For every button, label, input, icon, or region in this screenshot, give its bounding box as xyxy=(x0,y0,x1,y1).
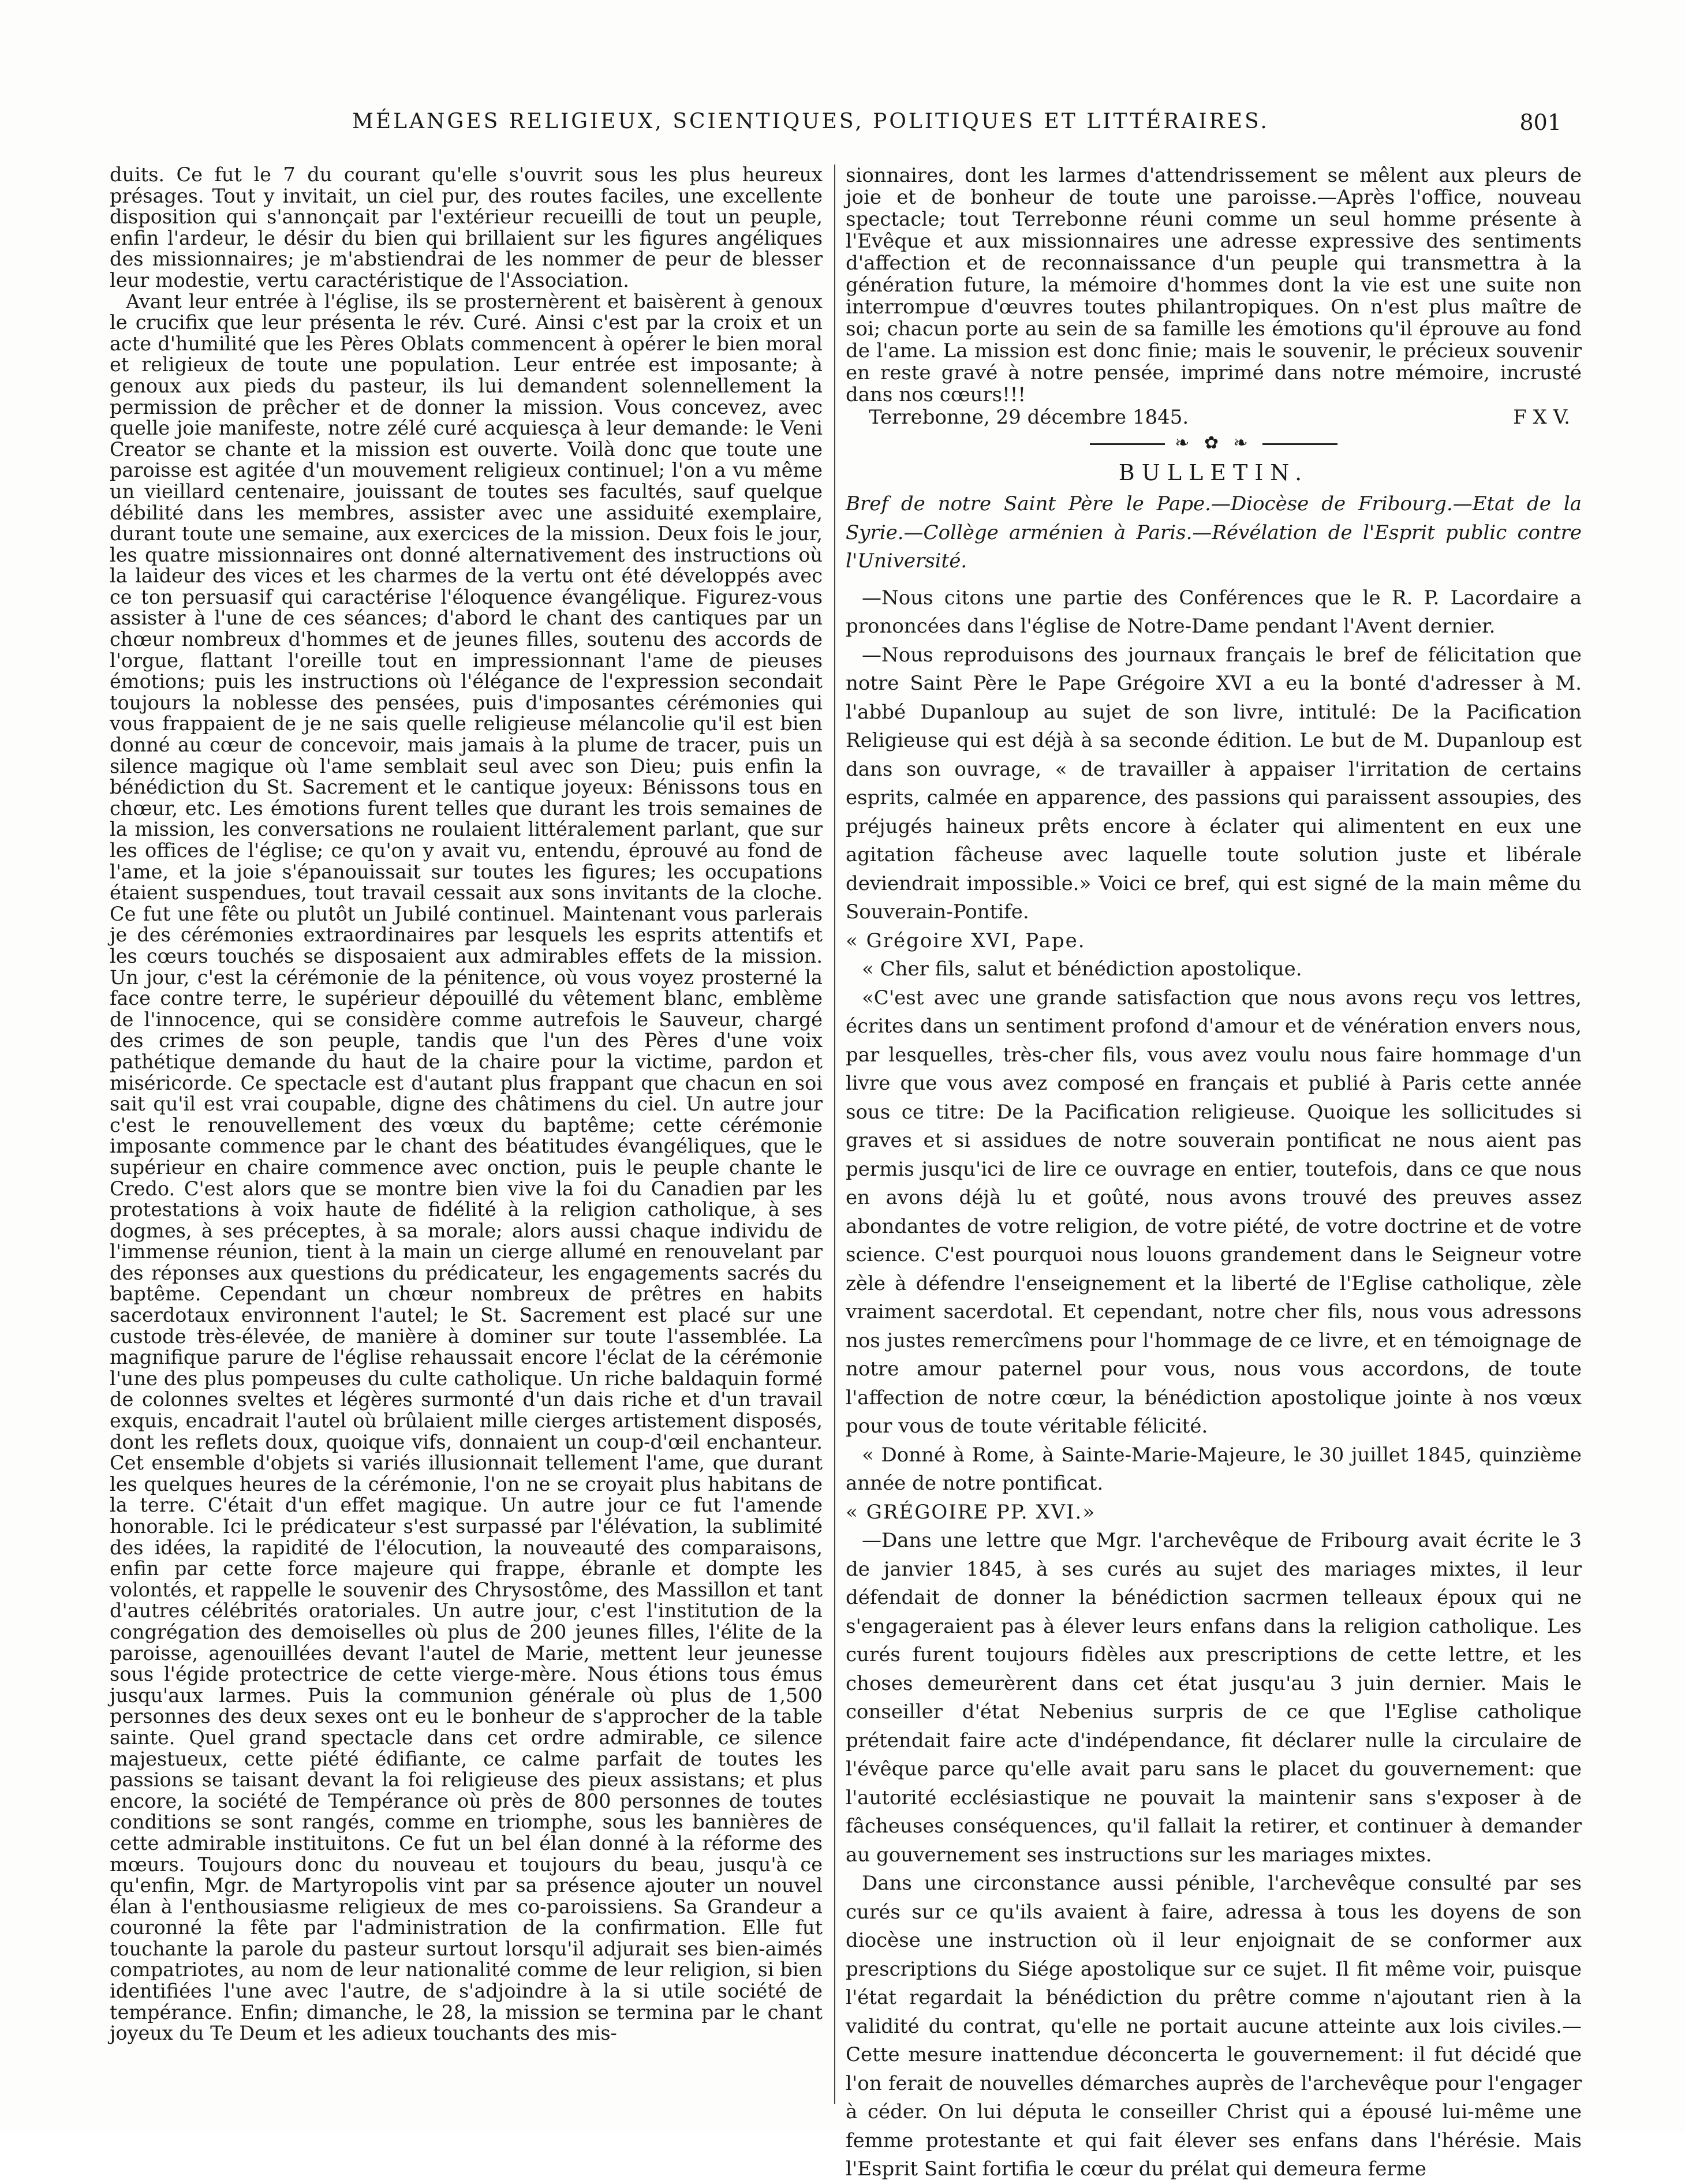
ornament-rule-left xyxy=(1090,443,1165,445)
lacordaire-paragraph: —Nous citons une partie des Conférences que le R. P. Lacordaire a prononcées dans l'église de Notre-Dame pendant l'Avent dernier. xyxy=(846,586,1582,638)
brief-signature: « GRÉGOIRE PP. XVI.» xyxy=(846,1500,1096,1524)
ornament-divider xyxy=(846,432,1582,454)
left-paragraph-2: Avant leur entrée à l'église, ils se prosternèrent et baisèrent à genoux le crucifix que leur présenta le rév. Curé. Ainsi c'est par la croix et un acte d'humilité que les Pères Oblats commencent à opérer le bien moral et religieux de toute une population. Leur entrée est imposante; à genoux aux pieds du pasteur, ils lui demandent solennellement la permission de prêcher et de donner la mission. Vous concevez, avec quelle joie manifeste, notre zélé curé acquiesça à leur demande: le Veni Creator se chante et la mission est ouverte. Voilà donc que toute une paroisse est agitée d'un mouvement religieux continuel; l'on a vu même un vieillard centenaire, jouissant de toutes ses facultés, sauf quelque débilité dans les membres, assister avec une assiduité exemplaire, durant toute une semaine, aux exercices de la mission. Deux fois le jour, les quatre missionnaires ont donné alternativement des instructions où la laideur des vices et les charmes de la vertu ont été développés avec ce ton persuasif qui caractérise l'éloquence évangélique. Figurez-vous assister à l'une de ces séances; d'abord le chant des cantiques par un chœur nombreux d'hommes et de jeunes filles, soutenu des accords de l'orgue, flattant l'oreille tout en impressionnant l'ame de pieuses émotions; puis les instructions où l'élégance de l'expression secondait toujours la noblesse des pensées, puis d'imposantes cérémonies qui vous frappaient de je ne sais quelle religieuse mélancolie qu'il est bien donné au cœur de concevoir, mais jamais à la plume de tracer, puis un silence magique où l'ame semblait seul avec son Dieu; puis enfin la bénédiction du St. Sacrement et le cantique joyeux: Bénissons tous en chœur, etc. Les émotions furent telles que durant les trois semaines de la mission, les conversations ne roulaient littéralement parlant, que sur les offices de l'église; ce qu'on y avait vu, entendu, éprouvé au fond de l'ame, et la joie s'épanouissait sur toutes les figures; les occupations étaient suspendues, tout travail cessait aux sons invitants de la cloche. Ce fut une fête ou plutôt un Jubilé continuel. Maintenant vous parlerais je des cérémonies extraordinaires par lesquels les esprits attentifs et les cœurs touchés se disposaient aux admirables effets de la mission. Un jour, c'est la cérémonie de la pénitence, où vous voyez prosterné la face contre terre, le supérieur dépouillé du vêtement blanc, emblème de l'innocence, qui se considère comme autrefois le Sauveur, chargé des crimes de son peuple, tandis que l'un des Pères d'une voix pathétique demande du haut de la chaire pour la victime, pardon et miséricorde. Ce spectacle est d'autant plus frappant que chacun en soi sait qu'il est vrai coupable, digne des châtimens du ciel. Un autre jour c'est le renouvellement des vœux du baptême; cette cérémonie imposante commence par le chant des béatitudes évangéliques, que le supérieur en chaire commence avec onction, puis le peuple chante le Credo. C'est alors que se montre bien vive la foi du Canadien par les protestations à voix haute de fidélité à la religion catholique, à ses dogmes, à ses préceptes, à sa morale; alors aussi chaque individu de l'immense réunion, tient à la main un cierge allumé en renouvelant par des réponses aux questions du prédicateur, les engagements sacrés du baptême. Cependant un chœur nombreux de prêtres en habits sacerdotaux environnent l'autel; le St. Sacrement est placé sur une custode très-élevée, de manière à dominer sur toute l'assemblée. La magnifique parure de l'église rehaussait encore l'éclat de la cérémonie l'une des plus pompeuses du culte catholique. Un riche baldaquin formé de colonnes sveltes et légères surmonté d'un dais riche et d'un travail exquis, encadrait l'autel où brûlaient mille cierges artistement disposés, dont les reflets doux, quoique vifs, donnaient un coup-d'œil enchanteur. Cet ensemble d'objets si variés illusionnait tellement l'ame, que durant les quelques heures de la cérémonie, l'on ne se croyait plus habitans de la terre. C'était d'un effet magique. Un autre jour ce fut l'amende honorable. Ici le prédicateur s'est surpassé par l'élévation, la sublimité des idées, la rapidité de l'élocution, la nouveauté des comparaisons, enfin par cette force majeure qui frappe, ébranle et dompte les volontés, et rappelle le souvenir des Chrysostôme, des Massillon et tant d'autres célébrités oratoriales. Un autre jour, c'est l'institution de la congrégation des demoiselles où plus de 200 jeunes filles, l'élite de la paroisse, agenouillées devant l'autel de Marie, mettent leur jeunesse sous l'égide protectrice de cette vierge-mère. Nous étions tous émus jusqu'aux larmes. Puis la communion générale où plus de 1,500 personnes des deux sexes ont eu le bonheur de s'approcher de la table sainte. Quel grand spectacle dans cet ordre admirable, ce silence majestueux, cette piété édifiante, ce calme parfait de toutes les passions se taisant devant la foi religieuse des pieux assistans; et plus encore, la société de Tempérance où près de 800 personnes de toutes conditions se sont rangés, comme en triomphe, sous les bannières de cette admirable instituitons. Ce fut un bel élan donné à la réforme des mœurs. Toujours donc du nouveau et toujours du beau, jusqu'à ce qu'enfin, Mgr. de Martyropolis vint par sa présence ajouter un nouvel élan à l'enthousiasme religieux de mes co-paroissiens. Sa Grandeur a couronné la fête par l'administration de la confirmation. Elle fut touchante la parole du pasteur surtout lorsqu'il adjurait ses bien-aimés compatriotes, au nom de leur nationalité comme de leur religion, si bien identifiées l'une avec l'autre, de s'adjoindre à la si utile société de tempérance. Enfin; dimanche, le 28, la mission se termina par le chant joyeux du Te Deum et les adieux touchants des mis- xyxy=(110,290,823,2045)
bulletin-summary: Bref de notre Saint Père le Pape.—Diocèse de Fribourg.—Etat de la Syrie.—Collège arménien à Paris.—Révélation de l'Esprit public contre l'Université. xyxy=(846,492,1582,573)
author-initials: F X V. xyxy=(1513,406,1570,429)
brief-salutation: « Cher fils, salut et bénédiction apostolique. xyxy=(862,958,1302,981)
page-number: 801 xyxy=(1519,110,1561,135)
brief-body: «C'est avec une grande satisfaction que nous avons reçu vos lettres, écrites dans un sentiment profond d'amour et de vénération envers nous, par lesquelles, très-cher fils, vous avez voulu nous faire hommage d'un livre que vous avez composé en français et publié à Paris cette année sous ce titre: De la Pacification religieuse. Quoique les sollicitudes si graves et si assidues de notre souverain pontificat ne nous aient pas permis jusqu'ici de lire ce ouvrage en entier, toutefois, dans ce que nous en avons déjà lu et goûté, nous avons trouvé des preuves assez abondantes de votre religion, de votre piété, de votre doctrine et de votre science. C'est pourquoi nous louons grandement dans le Seigneur votre zèle à défendre l'enseignement et la liberté de l'Eglise catholique, zèle vraiment sacerdotal. Et cependant, notre cher fils, nous vous adressons nos justes remercîmens pour l'hommage de ce livre, et en témoignage de notre amour paternel pour vous, nous vous accordons, de toute l'affection de notre cœur, la bénédiction apostolique jointe à nos vœux pour vous de toute véritable félicité. xyxy=(846,986,1582,1438)
right-column xyxy=(846,164,1582,2181)
signature-line xyxy=(846,406,1582,429)
brief-heading: « Grégoire XVI, Pape. xyxy=(846,929,1086,952)
ornament-rule-right xyxy=(1262,443,1337,445)
dupanloup-paragraph: —Nous reproduisons des journaux français le bref de félicitation que notre Saint Père le Pape Grégoire XVI a eu la bonté d'adresser à M. l'abbé Dupanloup au sujet de son livre, intitulé: De la Pacification Religieuse qui est déjà à sa seconde édition. Le but de M. Dupanloup est dans son ouvrage, « de travailler à appaiser l'irritation de certains esprits, calmée en apparence, des passions qui paraissent assoupies, des préjugés haineux prêts encore à éclater qui alimentent en eux une agitation fâcheuse avec laquelle toute solution juste et libérale deviendrait impossible.» Voici ce bref, qui est signé de la main même du Souverain-Pontife. xyxy=(846,643,1582,923)
running-title: MÉLANGES RELIGIEUX, SCIENTIQUES, POLITIQUES ET LITTÉRAIRES. xyxy=(352,110,1269,133)
dateline: Terrebonne, 29 décembre 1845. xyxy=(869,406,1189,429)
brief-date: « Donné à Rome, à Sainte-Marie-Majeure, le 30 juillet 1845, quinzième année de notre pontificat. xyxy=(846,1443,1582,1495)
bulletin-heading: BULLETIN. xyxy=(1118,460,1309,485)
page-header xyxy=(110,110,1585,144)
mission-report-ending xyxy=(846,164,1582,429)
left-paragraph-1: duits. Ce fut le 7 du courant qu'elle s'ouvrit sous les plus heureux présages. Tout y invitait, un ciel pur, des routes faciles, une excellente disposition qui s'annonçait par l'extérieur recueilli de tout un peuple, enfin l'ardeur, le désir du bien qui brillaient sur les figures angéliques des missionnaires; je m'abstiendrai de les nommer de peur de blesser leur modestie, vertu caractéristique de l'Association. xyxy=(110,163,823,291)
left-column xyxy=(110,164,823,2115)
fribourg-paragraph-2: Dans une circonstance aussi pénible, l'archevêque consulté par ses curés sur ce qu'ils avaient à faire, adressa à tous les doyens de son diocèse une instruction où il leur enjoignait de se conformer aux prescriptions du Siége apostolique sur ce sujet. Il fit même voir, puisque l'état regardait la bénédiction du prêtre comme n'ajoutant rien à la validité du contrat, qu'elle ne portait aucune atteinte aux lois civiles.—Cette mesure inattendue déconcerta le gouvernement: il fut décidé que l'on ferait de nouvelles démarches auprès de l'archevêque pour l'engager à céder. On lui députa le conseiller Christ qui a épousé lui-même une femme protestante et qui fait élever ses enfans dans l'hérésie. Mais l'Esprit Saint fortifia le cœur du prélat qui demeura ferme xyxy=(846,1872,1582,2181)
column-divider xyxy=(834,164,835,2104)
fribourg-paragraph-1: —Dans une lettre que Mgr. l'archevêque de Fribourg avait écrite le 3 de janvier 1845, à ses curés au sujet des mariages mixtes, il leur défendait de donner la bénédiction sacrmen telleaux époux qui ne s'engageraient pas à élever leurs enfans dans la religion catholique. Les curés furent toujours fidèles aux prescriptions de cette lettre, et les choses demeurèrent dans cet état jusqu'au 3 juin dernier. Mais le conseiller d'état Nebenius surpris de ce que l'Eglise catholique prétendait faire acte d'indépendance, fit déclarer nulle la circulaire de l'évêque parce qu'elle avait paru sans le placet du gouvernement: que l'autorité ecclésiastique ne pouvait la maintenir sans s'exposer à de fâcheuses conséquences, qu'il fallait la retirer, et continuer à demander au gouvernement ses instructions sur les mariages mixtes. xyxy=(846,1529,1582,1867)
ornament-glyphs: ❧ ✿ ❧ xyxy=(1175,433,1253,453)
continuation-paragraph: sionnaires, dont les larmes d'attendrissement se mêlent aux pleurs de joie et de bonheur de toute une paroisse.—Après l'office, nouveau spectacle; tout Terrebonne réuni comme un seul homme présente à l'Evêque et aux missionnaires une adresse expressive des sentiments d'affection et de reconnaissance d'un peuple qui transmettra à la génération future, la mémoire d'hommes dont la vie est une suite non interrompue d'œuvres toutes philantropiques. On n'est plus maître de soi; chacun porte au sein de sa famille les émotions qu'il éprouve au fond de l'ame. La mission est donc finie; mais le souvenir, le précieux souvenir en reste gravé à notre pensée, imprimé dans notre mémoire, incrusté dans nos cœurs!!! xyxy=(846,164,1582,406)
